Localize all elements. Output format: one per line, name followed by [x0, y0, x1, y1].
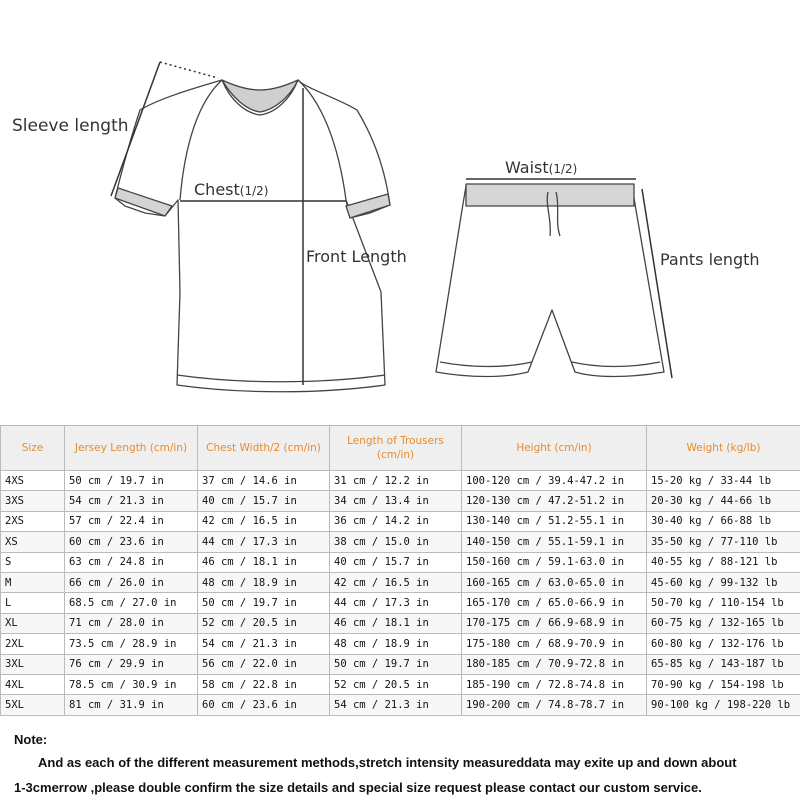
jersey-drawing	[115, 80, 390, 392]
cell-height: 175-180 cm / 68.9-70.9 in	[462, 634, 647, 654]
pants-length-text: Pants length	[660, 250, 760, 269]
cell-size: 3XS	[1, 491, 65, 511]
table-row	[1, 552, 800, 572]
waist-text: Waist	[505, 158, 549, 177]
cell-jersey-length: 60 cm / 23.6 in	[65, 532, 198, 552]
cell-weight: 15-20 kg / 33-44 lb	[647, 471, 800, 491]
table-row	[1, 471, 800, 491]
cell-jersey-length: 78.5 cm / 30.9 in	[65, 674, 198, 694]
cell-weight: 50-70 kg / 110-154 lb	[647, 593, 800, 613]
cell-chest-width: 37 cm / 14.6 in	[198, 471, 330, 491]
shorts-outline	[436, 186, 664, 377]
sleeve-length-text: Sleeve length	[12, 116, 129, 136]
shorts-drawing	[436, 184, 664, 377]
waist-suffix: (1/2)	[548, 162, 578, 176]
header-row	[1, 426, 800, 471]
shorts-waistband	[466, 184, 634, 206]
cell-trousers-length: 48 cm / 18.9 in	[330, 634, 462, 654]
cell-chest-width: 60 cm / 23.6 in	[198, 695, 330, 715]
cell-size: 2XL	[1, 634, 65, 654]
cell-size: L	[1, 593, 65, 613]
cell-trousers-length: 46 cm / 18.1 in	[330, 613, 462, 633]
header-chest-width: Chest Width/2 (cm/in)	[198, 426, 330, 471]
header-weight: Weight (kg/lb)	[647, 426, 800, 471]
cell-weight: 30-40 kg / 66-88 lb	[647, 511, 800, 531]
cell-size: 3XL	[1, 654, 65, 674]
size-chart-body	[1, 471, 800, 716]
cell-chest-width: 52 cm / 20.5 in	[198, 613, 330, 633]
cell-trousers-length: 52 cm / 20.5 in	[330, 674, 462, 694]
jersey-body	[115, 80, 390, 392]
chest-suffix: (1/2)	[239, 184, 269, 198]
cell-weight: 65-85 kg / 143-187 lb	[647, 654, 800, 674]
cell-chest-width: 44 cm / 17.3 in	[198, 532, 330, 552]
cell-height: 165-170 cm / 65.0-66.9 in	[462, 593, 647, 613]
cell-height: 170-175 cm / 66.9-68.9 in	[462, 613, 647, 633]
front-length-text: Front Length	[306, 247, 407, 266]
cell-height: 120-130 cm / 47.2-51.2 in	[462, 491, 647, 511]
header-jersey-length: Jersey Length (cm/in)	[65, 426, 198, 471]
cell-height: 180-185 cm / 70.9-72.8 in	[462, 654, 647, 674]
cell-height: 185-190 cm / 72.8-74.8 in	[462, 674, 647, 694]
cell-trousers-length: 31 cm / 12.2 in	[330, 471, 462, 491]
size-chart-table	[0, 425, 800, 716]
note-line-1: And as each of the different measurement methods,stretch intensity measureddata may exite up and down about	[38, 755, 737, 770]
table-row	[1, 532, 800, 552]
cell-trousers-length: 40 cm / 15.7 in	[330, 552, 462, 572]
header-trousers-length: Length of Trousers (cm/in)	[330, 426, 462, 471]
table-row	[1, 613, 800, 633]
cell-trousers-length: 36 cm / 14.2 in	[330, 511, 462, 531]
cell-size: 5XL	[1, 695, 65, 715]
cell-trousers-length: 50 cm / 19.7 in	[330, 654, 462, 674]
cell-jersey-length: 50 cm / 19.7 in	[65, 471, 198, 491]
cell-jersey-length: 57 cm / 22.4 in	[65, 511, 198, 531]
cell-jersey-length: 54 cm / 21.3 in	[65, 491, 198, 511]
header-height: Height (cm/in)	[462, 426, 647, 471]
cell-chest-width: 48 cm / 18.9 in	[198, 572, 330, 592]
cell-jersey-length: 63 cm / 24.8 in	[65, 552, 198, 572]
cell-height: 150-160 cm / 59.1-63.0 in	[462, 552, 647, 572]
cell-weight: 45-60 kg / 99-132 lb	[647, 572, 800, 592]
table-row	[1, 654, 800, 674]
cell-chest-width: 58 cm / 22.8 in	[198, 674, 330, 694]
cell-height: 190-200 cm / 74.8-78.7 in	[462, 695, 647, 715]
cell-size: XS	[1, 532, 65, 552]
table-row	[1, 491, 800, 511]
note-title: Note:	[14, 732, 48, 747]
cell-jersey-length: 73.5 cm / 28.9 in	[65, 634, 198, 654]
table-row	[1, 593, 800, 613]
size-chart-header	[1, 426, 800, 471]
cell-chest-width: 54 cm / 21.3 in	[198, 634, 330, 654]
cell-size: M	[1, 572, 65, 592]
cell-size: XL	[1, 613, 65, 633]
pants-length-label	[660, 250, 760, 269]
cell-height: 140-150 cm / 55.1-59.1 in	[462, 532, 647, 552]
cell-chest-width: 40 cm / 15.7 in	[198, 491, 330, 511]
chest-label	[194, 180, 268, 199]
cell-size: 4XS	[1, 471, 65, 491]
cell-weight: 60-80 kg / 132-176 lb	[647, 634, 800, 654]
sleeve-guide-line	[160, 62, 218, 78]
header-size: Size	[1, 426, 65, 471]
cell-jersey-length: 66 cm / 26.0 in	[65, 572, 198, 592]
cell-trousers-length: 42 cm / 16.5 in	[330, 572, 462, 592]
cell-height: 160-165 cm / 63.0-65.0 in	[462, 572, 647, 592]
cell-jersey-length: 68.5 cm / 27.0 in	[65, 593, 198, 613]
cell-weight: 70-90 kg / 154-198 lb	[647, 674, 800, 694]
cell-jersey-length: 76 cm / 29.9 in	[65, 654, 198, 674]
chest-text: Chest	[194, 180, 240, 199]
cell-trousers-length: 54 cm / 21.3 in	[330, 695, 462, 715]
sleeve-length-label	[12, 116, 129, 136]
cell-size: S	[1, 552, 65, 572]
cell-jersey-length: 81 cm / 31.9 in	[65, 695, 198, 715]
front-length-label	[306, 247, 407, 266]
cell-height: 130-140 cm / 51.2-55.1 in	[462, 511, 647, 531]
cell-weight: 40-55 kg / 88-121 lb	[647, 552, 800, 572]
cell-trousers-length: 34 cm / 13.4 in	[330, 491, 462, 511]
waist-label	[505, 158, 577, 177]
cell-size: 4XL	[1, 674, 65, 694]
table-row	[1, 511, 800, 531]
cell-trousers-length: 38 cm / 15.0 in	[330, 532, 462, 552]
cell-trousers-length: 44 cm / 17.3 in	[330, 593, 462, 613]
cell-chest-width: 56 cm / 22.0 in	[198, 654, 330, 674]
cell-jersey-length: 71 cm / 28.0 in	[65, 613, 198, 633]
cell-weight: 35-50 kg / 77-110 lb	[647, 532, 800, 552]
table-row	[1, 572, 800, 592]
cell-chest-width: 50 cm / 19.7 in	[198, 593, 330, 613]
cell-chest-width: 46 cm / 18.1 in	[198, 552, 330, 572]
note-line-2: 1-3cmerrow ,please double confirm the size details and special size request please contact our custom service.	[14, 780, 702, 795]
cell-size: 2XS	[1, 511, 65, 531]
cell-height: 100-120 cm / 39.4-47.2 in	[462, 471, 647, 491]
table-row	[1, 695, 800, 715]
cell-weight: 60-75 kg / 132-165 lb	[647, 613, 800, 633]
cell-chest-width: 42 cm / 16.5 in	[198, 511, 330, 531]
table-row	[1, 634, 800, 654]
cell-weight: 20-30 kg / 44-66 lb	[647, 491, 800, 511]
table-row	[1, 674, 800, 694]
cell-weight: 90-100 kg / 198-220 lb	[647, 695, 800, 715]
